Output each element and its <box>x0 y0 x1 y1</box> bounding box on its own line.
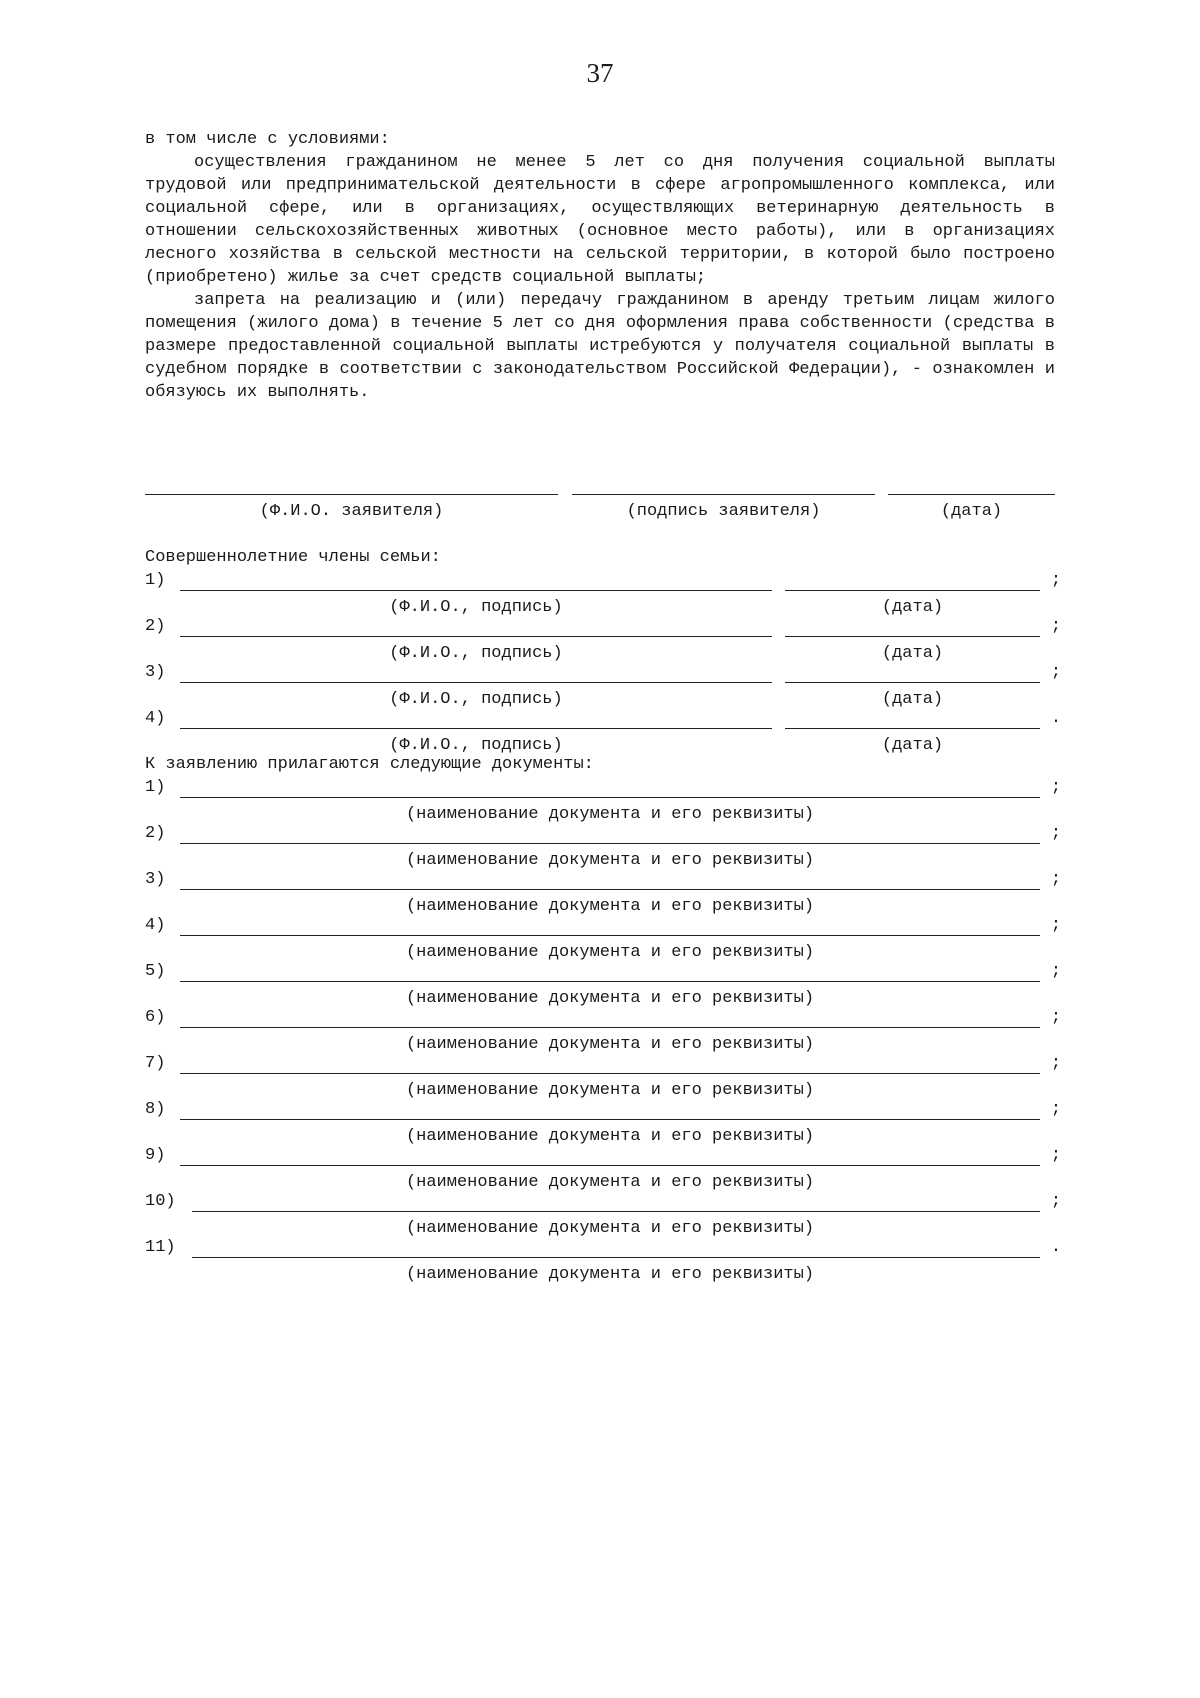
documents-heading: К заявлению прилагаются следующие документы: <box>145 755 594 774</box>
document-caption: (наименование документа и его реквизиты) <box>405 1265 815 1284</box>
row-end-punctuation: ; <box>1050 617 1062 636</box>
row-end-punctuation: . <box>1050 1238 1062 1257</box>
family-member-date-line[interactable] <box>785 728 1040 729</box>
family-member-date-line[interactable] <box>785 682 1040 683</box>
family-member-caption: (Ф.И.О., подпись) <box>389 690 563 709</box>
document-row <box>145 1238 1065 1303</box>
family-member-caption: (Ф.И.О., подпись) <box>389 598 563 617</box>
document-name-line[interactable] <box>180 843 1040 844</box>
document-row <box>145 962 1065 1027</box>
row-end-punctuation: . <box>1050 709 1062 728</box>
document-caption: (наименование документа и его реквизиты) <box>405 897 815 916</box>
document-number: 1) <box>145 778 166 797</box>
family-member-name-line[interactable] <box>180 682 772 683</box>
family-member-date-line[interactable] <box>785 590 1040 591</box>
paragraph-condition-employment: осуществления гражданином не менее 5 лет со дня получения социальной выплаты трудовой или предпринимательской деятельности в сфере агропромышленного комплекса, или социальной сфере, или в организациях, осуществляющих ветеринарную деятельность в отношении сельскохозяйственных животных (основное место работы), или в организациях лесного хозяйства в сельской местности на сельской территории, в которой было построено (приобретено) жилье за счет средств социальной выплаты; <box>145 153 1055 287</box>
document-caption: (наименование документа и его реквизиты) <box>405 1035 815 1054</box>
family-members-heading: Совершеннолетние члены семьи: <box>145 548 441 567</box>
row-end-punctuation: ; <box>1050 778 1062 797</box>
applicant-name-caption: (Ф.И.О. заявителя) <box>259 502 444 521</box>
family-member-date-caption: (дата) <box>881 736 944 755</box>
row-end-punctuation: ; <box>1050 571 1062 590</box>
family-member-number: 4) <box>145 709 166 728</box>
document-name-line[interactable] <box>180 1165 1040 1166</box>
document-number: 4) <box>145 916 166 935</box>
row-end-punctuation: ; <box>1050 870 1062 889</box>
document-number: 7) <box>145 1054 166 1073</box>
family-member-number: 2) <box>145 617 166 636</box>
document-row <box>145 1008 1065 1073</box>
family-member-row <box>145 571 1065 636</box>
page-number: 37 <box>586 58 614 88</box>
family-member-date-caption: (дата) <box>881 598 944 617</box>
document-caption: (наименование документа и его реквизиты) <box>405 943 815 962</box>
applicant-signature-block <box>145 494 1055 534</box>
document-caption: (наименование документа и его реквизиты) <box>405 805 815 824</box>
family-member-date-line[interactable] <box>785 636 1040 637</box>
applicant-date-line[interactable] <box>888 494 1055 495</box>
document-number: 5) <box>145 962 166 981</box>
applicant-name-line[interactable] <box>145 494 558 495</box>
document-number: 6) <box>145 1008 166 1027</box>
document-name-line[interactable] <box>192 1257 1040 1258</box>
document-name-line[interactable] <box>180 1073 1040 1074</box>
document-caption: (наименование документа и его реквизиты) <box>405 1219 815 1238</box>
family-member-row <box>145 663 1065 728</box>
family-member-row <box>145 617 1065 682</box>
applicant-date-caption: (дата) <box>940 502 1003 521</box>
document-name-line[interactable] <box>180 935 1040 936</box>
row-end-punctuation: ; <box>1050 1054 1062 1073</box>
document-name-line[interactable] <box>180 981 1040 982</box>
family-member-number: 1) <box>145 571 166 590</box>
row-end-punctuation: ; <box>1050 1008 1062 1027</box>
document-number: 9) <box>145 1146 166 1165</box>
document-caption: (наименование документа и его реквизиты) <box>405 989 815 1008</box>
document-number: 10) <box>145 1192 176 1211</box>
document-row <box>145 870 1065 935</box>
document-number: 3) <box>145 870 166 889</box>
row-end-punctuation: ; <box>1050 824 1062 843</box>
document-number: 2) <box>145 824 166 843</box>
document-caption: (наименование документа и его реквизиты) <box>405 1081 815 1100</box>
row-end-punctuation: ; <box>1050 663 1062 682</box>
row-end-punctuation: ; <box>1050 962 1062 981</box>
family-member-name-line[interactable] <box>180 636 772 637</box>
document-caption: (наименование документа и его реквизиты) <box>405 1173 815 1192</box>
family-member-number: 3) <box>145 663 166 682</box>
document-caption: (наименование документа и его реквизиты) <box>405 1127 815 1146</box>
document-number: 11) <box>145 1238 176 1257</box>
document-row <box>145 1192 1065 1257</box>
document-name-line[interactable] <box>180 889 1040 890</box>
document-row <box>145 1054 1065 1119</box>
applicant-signature-line[interactable] <box>572 494 875 495</box>
document-row <box>145 824 1065 889</box>
body-text <box>145 128 1055 404</box>
paragraph-condition-sale-ban: запрета на реализацию и (или) передачу гражданином в аренду третьим лицам жилого помещения (жилого дома) в течение 5 лет со дня оформления права собственности (средства в размере предоставленной социальной выплаты истребуются у получателя социальной выплаты в судебном порядке в соответствии с законодательством Российской Федерации), - ознакомлен и обязуюсь их выполнять. <box>145 291 1055 402</box>
document-name-line[interactable] <box>180 1027 1040 1028</box>
document-caption: (наименование документа и его реквизиты) <box>405 851 815 870</box>
document-name-line[interactable] <box>192 1211 1040 1212</box>
family-member-caption: (Ф.И.О., подпись) <box>389 736 563 755</box>
family-member-name-line[interactable] <box>180 590 772 591</box>
document-name-line[interactable] <box>180 1119 1040 1120</box>
document-number: 8) <box>145 1100 166 1119</box>
row-end-punctuation: ; <box>1050 916 1062 935</box>
paragraph-intro: в том числе с условиями: <box>145 130 390 149</box>
row-end-punctuation: ; <box>1050 1192 1062 1211</box>
document-row <box>145 1146 1065 1211</box>
family-member-caption: (Ф.И.О., подпись) <box>389 644 563 663</box>
applicant-signature-caption: (подпись заявителя) <box>626 502 821 521</box>
row-end-punctuation: ; <box>1050 1100 1062 1119</box>
family-member-name-line[interactable] <box>180 728 772 729</box>
document-row <box>145 916 1065 981</box>
document-name-line[interactable] <box>180 797 1040 798</box>
row-end-punctuation: ; <box>1050 1146 1062 1165</box>
family-member-date-caption: (дата) <box>881 690 944 709</box>
family-member-date-caption: (дата) <box>881 644 944 663</box>
document-row <box>145 778 1065 843</box>
document-row <box>145 1100 1065 1165</box>
